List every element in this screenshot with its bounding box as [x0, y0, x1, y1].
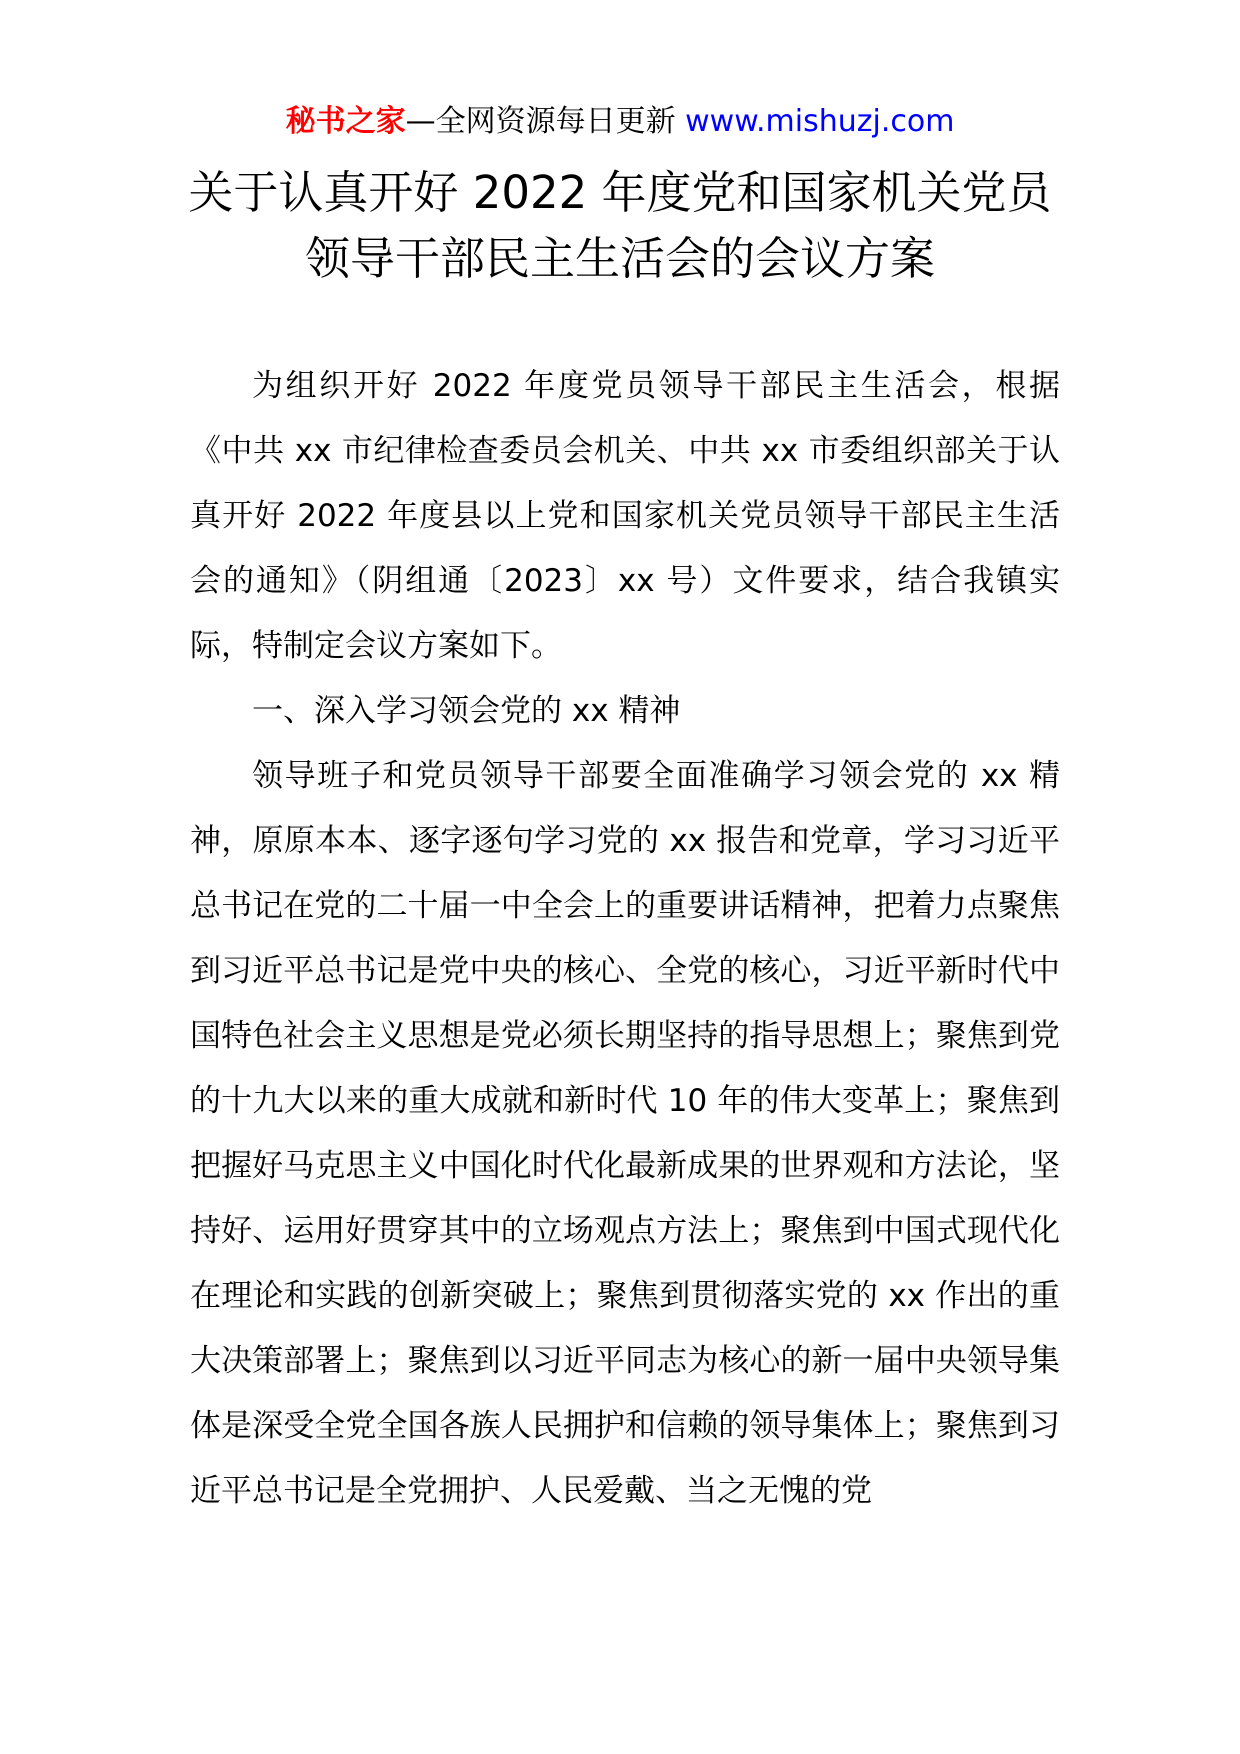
site-tagline: —全网资源每日更新: [405, 104, 686, 139]
document-title: [170, 160, 1070, 292]
brand-name: 秘书之家: [285, 104, 406, 139]
title-line-2: 领导干部民主生活会的会议方案: [304, 232, 935, 285]
section-1-paragraph: 领导班子和党员领导干部要全面准确学习领会党的 xx 精神，原原本本、逐字逐句学习党的 xx 报告和党章，学习习近平总书记在党的二十届一中全会上的重要讲话精神，把着力点聚焦到习近平总书记是党中央的核心、全党的核心，习近平新时代中国特色社会主义思想是党必须长期坚持的指导思想上；聚焦到党的十九大以来的重大成就和新时代 10 年的伟大变革上；聚焦到把握好马克思主义中国化时代化最新成果的世界观和方法论，坚持好、运用好贯穿其中的立场观点方法上；聚焦到中国式现代化在理论和实践的创新突破上；聚焦到贯彻落实党的 xx 作出的重大决策部署上；聚焦到以习近平同志为核心的新一届中央领导集体是深受全党全国各族人民拥护和信赖的领导集体上；聚焦到习近平总书记是全党拥护、人民爱戴、当之无愧的党: [190, 758, 1060, 1509]
title-line-1: 关于认真开好 2022 年度党和国家机关党员: [188, 166, 1052, 219]
site-header: [0, 100, 1240, 144]
site-url-link[interactable]: www.mishuzj.com: [685, 104, 955, 139]
document-body: [190, 354, 1060, 1524]
section-heading-1: 一、深入学习领会党的 xx 精神: [252, 693, 681, 729]
intro-paragraph: 为组织开好 2022 年度党员领导干部民主生活会，根据《中共 xx 市纪律检查委员会机关、中共 xx 市委组织部关于认真开好 2022 年度县以上党和国家机关党员领导干部民主生活会的通知》（阴组通〔2023〕xx 号）文件要求，结合我镇实际，特制定会议方案如下。: [190, 368, 1060, 664]
